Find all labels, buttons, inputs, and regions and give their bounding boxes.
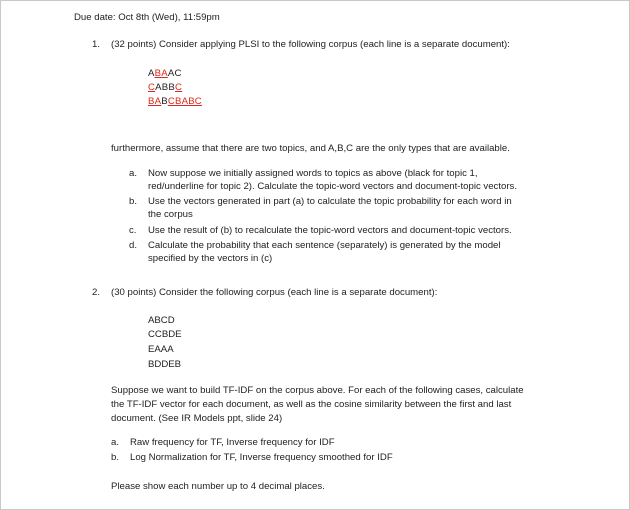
corpus-token-topic2: A xyxy=(181,96,189,107)
corpus-token-topic1: A xyxy=(167,68,175,79)
q1-item-line: the corpus xyxy=(148,209,193,220)
q2-closing: Please show each number up to 4 decimal places. xyxy=(111,481,325,492)
q1-item-letter: b. xyxy=(129,196,138,207)
due-date: Due date: Oct 8th (Wed), 11:59pm xyxy=(74,12,220,23)
q1-item-line: Now suppose we initially assigned words to topics as above (black for topic 1, xyxy=(148,168,478,179)
corpus-token-topic2: C xyxy=(174,82,183,93)
corpus-token-topic1: B xyxy=(168,82,175,93)
q1-corpus-line xyxy=(148,68,182,80)
corpus-token-topic2: B xyxy=(174,96,182,107)
corpus-token-topic1: A xyxy=(155,82,162,93)
q1-corpus-line xyxy=(148,82,182,94)
q2-paragraph-line: document. (See IR Models ppt, slide 24) xyxy=(111,413,283,424)
q1-item-letter: d. xyxy=(129,240,138,251)
q2-corpus-line: ABCD xyxy=(148,315,175,326)
q2-item-text: Raw frequency for TF, Inverse frequency for IDF xyxy=(130,437,335,448)
q1-item-letter: a. xyxy=(129,168,138,179)
corpus-token-topic2: A xyxy=(154,96,162,107)
q2-paragraph-line: Suppose we want to build TF-IDF on the corpus above. For each of the following cases, calculate xyxy=(111,385,524,396)
corpus-token-topic2: C xyxy=(167,96,175,107)
q1-item-line: Use the vectors generated in part (a) to calculate the topic probability for each word in xyxy=(148,196,512,207)
q2-paragraph-line: the TF-IDF vector for each document, as well as the cosine similarity between the first and last xyxy=(111,399,512,410)
corpus-token-topic2: B xyxy=(148,96,155,107)
corpus-token-topic2: C xyxy=(194,96,202,107)
corpus-token-topic1: A xyxy=(148,68,155,79)
corpus-token-topic2: B xyxy=(154,68,162,79)
q1-item-line: red/underline for topic 2). Calculate the topic-word vectors and document-topic vectors. xyxy=(148,181,518,192)
q1-prompt: (32 points) Consider applying PLSI to the following corpus (each line is a separate document): xyxy=(111,39,510,50)
corpus-token-topic1: C xyxy=(174,68,182,79)
q2-prompt: (30 points) Consider the following corpus (each line is a separate document): xyxy=(111,287,438,298)
corpus-token-topic2: A xyxy=(161,68,168,79)
q2-corpus-line: EAAA xyxy=(148,344,174,355)
q1-corpus-line xyxy=(148,96,202,108)
q2-corpus-line: BDDEB xyxy=(148,359,182,370)
q1-item-line: Use the result of (b) to recalculate the topic-word vectors and document-topic vectors. xyxy=(148,225,512,236)
q1-item-letter: c. xyxy=(129,225,137,236)
q1-item-line: Calculate the probability that each sentence (separately) is generated by the model xyxy=(148,240,501,251)
q1-furthermore: furthermore, assume that there are two topics, and A,B,C are the only types that are available. xyxy=(111,143,510,154)
corpus-token-topic2: B xyxy=(188,96,195,107)
q1-item-line: specified by the vectors in (c) xyxy=(148,253,273,264)
q2-item-letter: a. xyxy=(111,437,120,448)
q2-item-text: Log Normalization for TF, Inverse frequency smoothed for IDF xyxy=(130,452,393,463)
q1-number: 1. xyxy=(92,39,101,50)
corpus-token-topic1: B xyxy=(161,82,169,93)
q2-item-letter: b. xyxy=(111,452,120,463)
corpus-token-topic1: B xyxy=(161,96,168,107)
q2-corpus-line: CCBDE xyxy=(148,329,182,340)
q2-number: 2. xyxy=(92,287,101,298)
corpus-token-topic2: C xyxy=(148,82,156,93)
